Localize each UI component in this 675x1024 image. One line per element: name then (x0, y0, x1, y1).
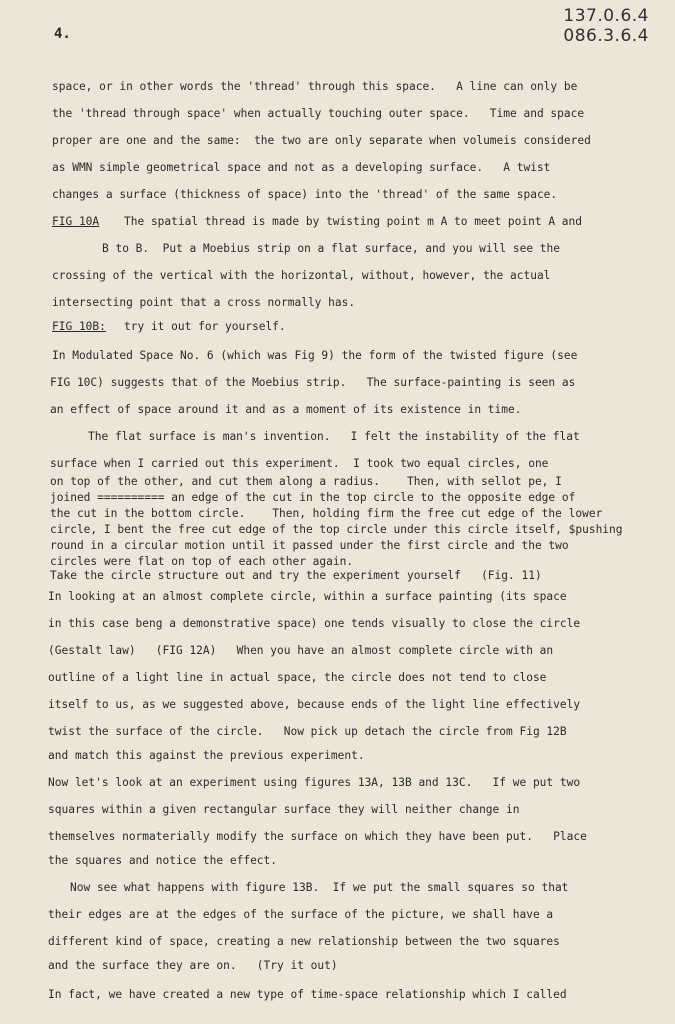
text-line: intersecting point that a cross normally has. (52, 296, 356, 309)
text-line: different kind of space, creating a new relationship between the two squares (48, 935, 560, 948)
text-line: crossing of the vertical with the horizontal, without, however, the actual (52, 269, 551, 282)
archive-reference (563, 6, 649, 46)
text-line: themselves normaterially modify the surface on which they have been put. Place (48, 830, 587, 843)
text-line: their edges are at the edges of the surface of the picture, we shall have a (48, 908, 554, 921)
text-line: In Modulated Space No. 6 (which was Fig 9) the form of the twisted figure (see (52, 349, 578, 362)
text-line: Take the circle structure out and try the experiment yourself (Fig. 11) (50, 569, 542, 582)
text-line: and the surface they are on. (Try it out) (48, 959, 338, 972)
text-line: joined ========== an edge of the cut in the top circle to the opposite edge of (50, 491, 576, 504)
text-line: as WMN simple geometrical space and not as a developing surface. A twist (52, 161, 551, 174)
text-line: twist the surface of the circle. Now pick up detach the circle from Fig 12B (48, 725, 567, 738)
text-line: B to B. Put a Moebius strip on a flat surface, and you will see the (102, 242, 561, 255)
text-line: squares within a given rectangular surface they will neither change in (48, 803, 520, 816)
text-line: space, or in other words the 'thread' through this space. A line can only be (52, 80, 578, 93)
text-line: and match this against the previous experiment. (48, 749, 365, 762)
text-line: an effect of space around it and as a moment of its existence in time. (50, 403, 522, 416)
text-line: the squares and notice the effect. (48, 854, 278, 867)
text-line: proper are one and the same: the two are only separate when volumeis considered (52, 134, 591, 147)
text-line: itself to us, as we suggested above, because ends of the light line effectively (48, 698, 581, 711)
text-line: In looking at an almost complete circle, within a surface painting (its space (48, 590, 567, 603)
text-line: FIG 10C) suggests that of the Moebius strip. The surface-painting is seen as (50, 376, 576, 389)
text-line: In fact, we have created a new type of time-space relationship which I called (48, 988, 567, 1001)
text-line: circle, I bent the free cut edge of the top circle under this circle itself, $pushing (50, 523, 623, 536)
text-line: try it out for yourself. (124, 320, 286, 333)
text-line: The flat surface is man's invention. I felt the instability of the flat (88, 430, 580, 443)
text-line: outline of a light line in actual space, the circle does not tend to close (48, 671, 547, 684)
text-line: Now let's look at an experiment using figures 13A, 13B and 13C. If we put two (48, 776, 581, 789)
figure-reference: FIG 10B: (52, 320, 106, 333)
text-line: Now see what happens with figure 13B. If we put the small squares so that (70, 881, 569, 894)
text-line: The spatial thread is made by twisting point m A to meet point A and (124, 215, 583, 228)
archive-ref-line: 137.0.6.4 (563, 6, 649, 26)
archive-ref-line: 086.3.6.4 (563, 26, 649, 46)
figure-reference: FIG 10A (52, 215, 100, 228)
text-line: (Gestalt law) (FIG 12A) When you have an almost complete circle with an (48, 644, 554, 657)
text-line: surface when I carried out this experiment. I took two equal circles, one (50, 457, 549, 470)
text-line: round in a circular motion until it passed under the first circle and the two (50, 539, 569, 552)
text-line: circles were flat on top of each other again. (50, 555, 354, 568)
page-number: 4. (54, 26, 71, 42)
text-line: on top of the other, and cut them along a radius. Then, with sellot pe, I (50, 475, 562, 488)
text-line: the cut in the bottom circle. Then, holding firm the free cut edge of the lower (50, 507, 603, 520)
text-line: in this case beng a demonstrative space) one tends visually to close the circle (48, 617, 581, 630)
text-line: changes a surface (thickness of space) into the 'thread' of the same space. (52, 188, 558, 201)
text-line: the 'thread through space' when actually touching outer space. Time and space (52, 107, 585, 120)
